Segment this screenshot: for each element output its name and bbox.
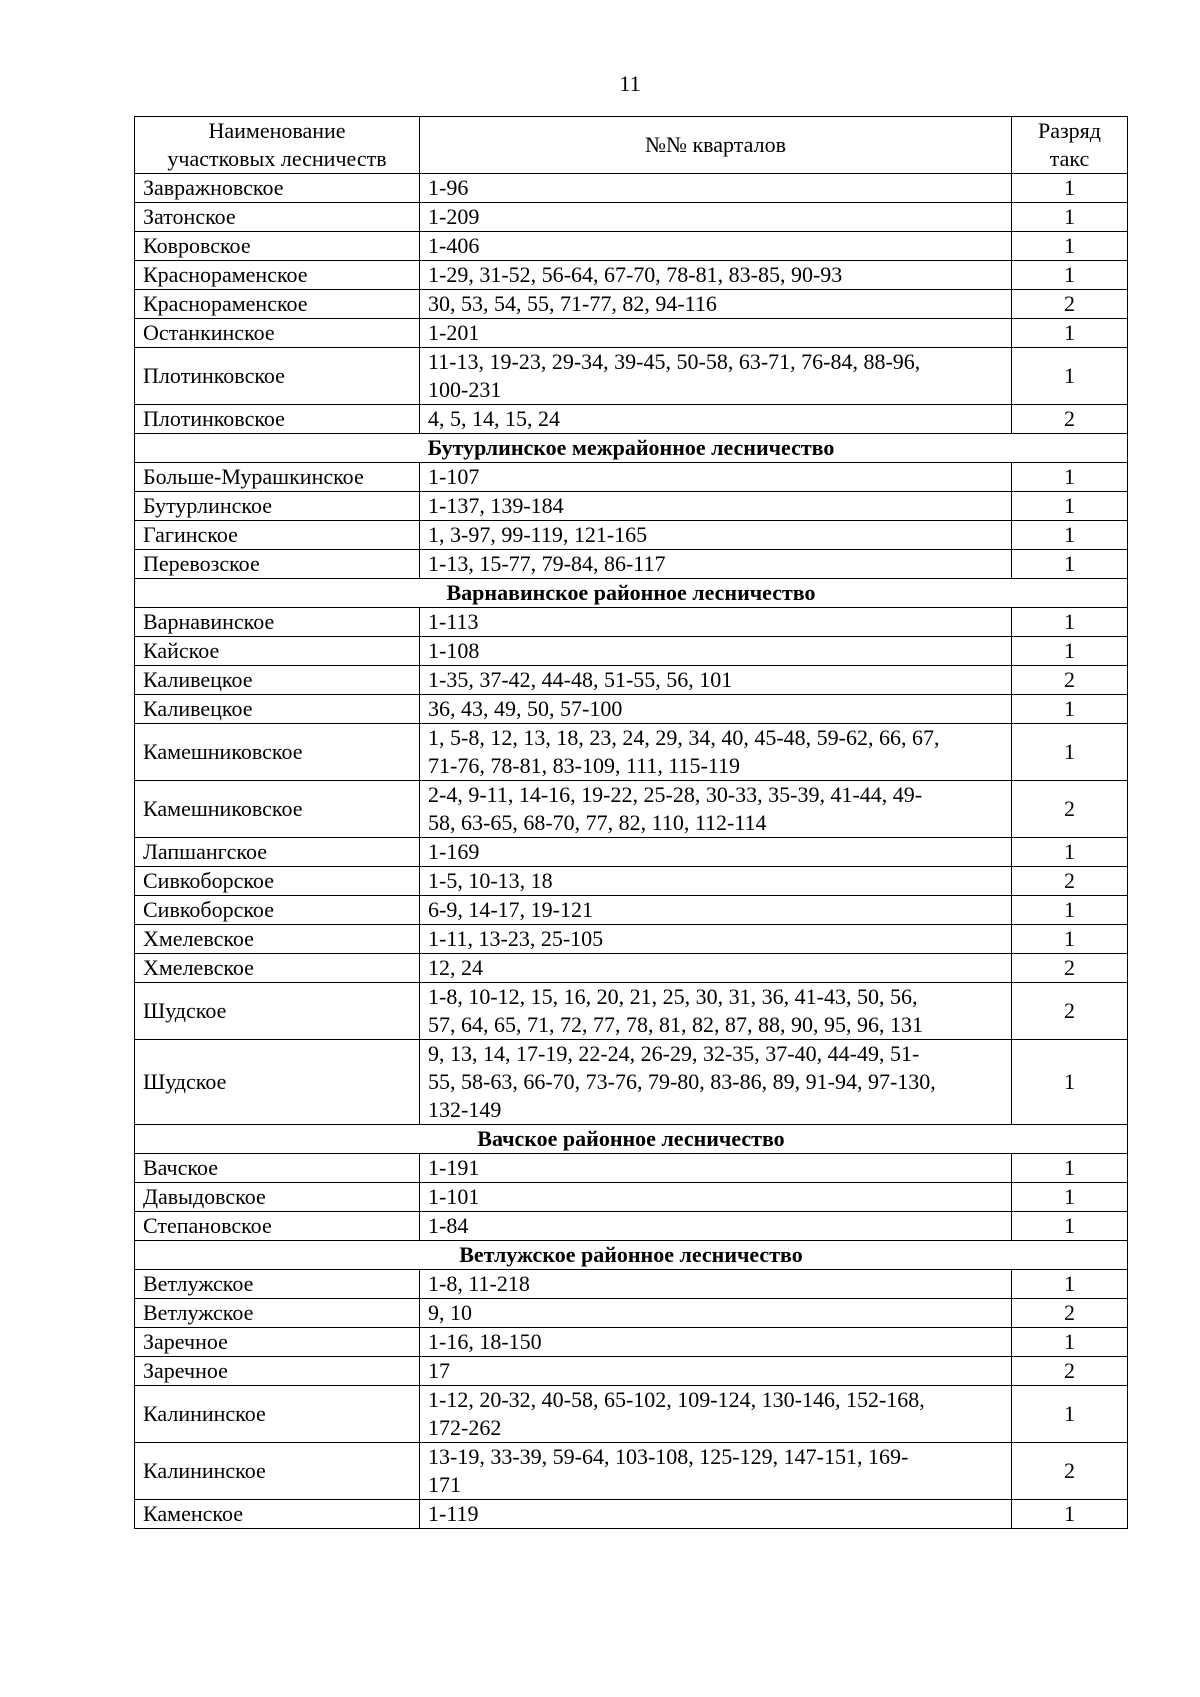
rank-cell: 1 <box>1012 838 1128 867</box>
quarters-line: 1-11, 13-23, 25-105 <box>428 926 604 951</box>
quarters-line: 4, 5, 14, 15, 24 <box>428 406 560 431</box>
table-row <box>135 1040 1128 1125</box>
quarters-line: 58, 63-65, 68-70, 77, 82, 110, 112-114 <box>428 810 767 835</box>
table-row <box>135 1270 1128 1299</box>
rank-cell: 1 <box>1012 1183 1128 1212</box>
section-title: Бутурлинское межрайонное лесничество <box>135 434 1128 463</box>
header-name <box>135 117 420 174</box>
forestry-name: Давыдовское <box>135 1183 420 1212</box>
table-row <box>135 724 1128 781</box>
quarters-cell <box>420 521 1012 550</box>
forestry-name: Гагинское <box>135 521 420 550</box>
rank-cell: 2 <box>1012 983 1128 1040</box>
forestry-name: Затонское <box>135 203 420 232</box>
quarters-cell <box>420 838 1012 867</box>
forestry-name: Каливецкое <box>135 695 420 724</box>
quarters-line: 171 <box>428 1472 461 1497</box>
header-name-line1: Наименование <box>208 118 346 143</box>
quarters-cell <box>420 983 1012 1040</box>
quarters-line: 17 <box>428 1358 450 1383</box>
table-row <box>135 1154 1128 1183</box>
rank-cell: 1 <box>1012 637 1128 666</box>
quarters-line: 1-84 <box>428 1213 469 1238</box>
rank-cell: 1 <box>1012 521 1128 550</box>
quarters-cell <box>420 1212 1012 1241</box>
quarters-cell <box>420 1386 1012 1443</box>
quarters-line: 1-13, 15-77, 79-84, 86-117 <box>428 551 666 576</box>
quarters-cell <box>420 232 1012 261</box>
forestry-name: Каменское <box>135 1500 420 1529</box>
quarters-line: 71-76, 78-81, 83-109, 111, 115-119 <box>428 753 741 778</box>
forestry-name: Кайское <box>135 637 420 666</box>
rank-cell: 1 <box>1012 724 1128 781</box>
rank-cell: 1 <box>1012 1328 1128 1357</box>
quarters-line: 1-5, 10-13, 18 <box>428 868 553 893</box>
rank-cell: 1 <box>1012 1212 1128 1241</box>
page-number: 11 <box>619 71 641 96</box>
table-row <box>135 261 1128 290</box>
rank-cell: 2 <box>1012 1357 1128 1386</box>
forestry-name: Калининское <box>135 1443 420 1500</box>
table-row <box>135 232 1128 261</box>
quarters-line: 1-35, 37-42, 44-48, 51-55, 56, 101 <box>428 667 733 692</box>
quarters-line: 1-201 <box>428 320 480 345</box>
forestry-name: Калининское <box>135 1386 420 1443</box>
table-row <box>135 896 1128 925</box>
quarters-line: 1-8, 10-12, 15, 16, 20, 21, 25, 30, 31, 36, 41-43, 50, 56, <box>428 984 918 1009</box>
quarters-line: 55, 58-63, 66-70, 73-76, 79-80, 83-86, 89, 91-94, 97-130, <box>428 1069 936 1094</box>
forestry-name: Шудское <box>135 983 420 1040</box>
quarters-line: 6-9, 14-17, 19-121 <box>428 897 593 922</box>
table-row <box>135 838 1128 867</box>
rank-cell: 2 <box>1012 781 1128 838</box>
rank-cell: 2 <box>1012 666 1128 695</box>
forestry-name: Варнавинское <box>135 608 420 637</box>
section-title: Вачское районное лесничество <box>135 1125 1128 1154</box>
quarters-cell <box>420 463 1012 492</box>
quarters-line: 1-108 <box>428 638 480 663</box>
quarters-cell <box>420 724 1012 781</box>
forestry-name: Завражновское <box>135 174 420 203</box>
rank-cell: 1 <box>1012 925 1128 954</box>
quarters-line: 36, 43, 49, 50, 57-100 <box>428 696 623 721</box>
quarters-line: 9, 10 <box>428 1300 472 1325</box>
quarters-cell <box>420 1299 1012 1328</box>
quarters-cell <box>420 896 1012 925</box>
rank-cell: 2 <box>1012 867 1128 896</box>
table-row <box>135 1183 1128 1212</box>
quarters-cell <box>420 666 1012 695</box>
quarters-line: 1-113 <box>428 609 479 634</box>
quarters-cell <box>420 1357 1012 1386</box>
rank-cell: 1 <box>1012 608 1128 637</box>
quarters-line: 1-101 <box>428 1184 480 1209</box>
table-row <box>135 319 1128 348</box>
quarters-cell <box>420 290 1012 319</box>
table-row <box>135 781 1128 838</box>
rank-cell: 1 <box>1012 1500 1128 1529</box>
table-row <box>135 521 1128 550</box>
forestry-name: Бутурлинское <box>135 492 420 521</box>
quarters-cell <box>420 319 1012 348</box>
quarters-line: 1-12, 20-32, 40-58, 65-102, 109-124, 130-146, 152-168, <box>428 1387 925 1412</box>
table-row <box>135 174 1128 203</box>
quarters-line: 1-191 <box>428 1155 480 1180</box>
table-row <box>135 608 1128 637</box>
forestry-name: Камешниковское <box>135 781 420 838</box>
table-row <box>135 1357 1128 1386</box>
rank-cell: 1 <box>1012 1154 1128 1183</box>
table-row <box>135 1299 1128 1328</box>
quarters-line: 2-4, 9-11, 14-16, 19-22, 25-28, 30-33, 35-39, 41-44, 49- <box>428 782 923 807</box>
table-row <box>135 666 1128 695</box>
quarters-cell <box>420 781 1012 838</box>
quarters-line: 1-96 <box>428 175 469 200</box>
header-rank-line2: такс <box>1049 146 1090 171</box>
quarters-line: 57, 64, 65, 71, 72, 77, 78, 81, 82, 87, 88, 90, 95, 96, 131 <box>428 1012 923 1037</box>
forestry-name: Заречное <box>135 1357 420 1386</box>
table-row <box>135 405 1128 434</box>
forestry-name: Краснораменское <box>135 261 420 290</box>
forestry-name: Шудское <box>135 1040 420 1125</box>
header-rank <box>1012 117 1128 174</box>
rank-cell: 1 <box>1012 896 1128 925</box>
table-row <box>135 348 1128 405</box>
table-row <box>135 1386 1128 1443</box>
quarters-line: 12, 24 <box>428 955 483 980</box>
quarters-line: 13-19, 33-39, 59-64, 103-108, 125-129, 147-151, 169- <box>428 1444 909 1469</box>
forestry-name: Перевозское <box>135 550 420 579</box>
section-row <box>135 1125 1128 1154</box>
quarters-line: 1, 3-97, 99-119, 121-165 <box>428 522 648 547</box>
quarters-cell <box>420 405 1012 434</box>
rank-cell: 1 <box>1012 174 1128 203</box>
header-name-line2: участковых лесничеств <box>167 146 387 171</box>
forestry-name: Сивкоборское <box>135 896 420 925</box>
table-body <box>135 174 1128 1529</box>
forestry-name: Ковровское <box>135 232 420 261</box>
forestry-name: Вачское <box>135 1154 420 1183</box>
forestry-name: Ветлужское <box>135 1299 420 1328</box>
table-row <box>135 1212 1128 1241</box>
quarters-cell <box>420 1500 1012 1529</box>
quarters-cell <box>420 1183 1012 1212</box>
quarters-line: 1-107 <box>428 464 480 489</box>
table-row <box>135 463 1128 492</box>
header-quarters: №№ кварталов <box>420 117 1012 174</box>
section-row <box>135 579 1128 608</box>
forestry-name: Хмелевское <box>135 925 420 954</box>
forestry-name: Каливецкое <box>135 666 420 695</box>
quarters-line: 132-149 <box>428 1097 502 1122</box>
table-row <box>135 983 1128 1040</box>
forestry-name: Лапшангское <box>135 838 420 867</box>
rank-cell: 1 <box>1012 492 1128 521</box>
quarters-cell <box>420 492 1012 521</box>
quarters-line: 172-262 <box>428 1415 502 1440</box>
rank-cell: 1 <box>1012 348 1128 405</box>
table-row <box>135 290 1128 319</box>
forestry-name: Камешниковское <box>135 724 420 781</box>
quarters-line: 1, 5-8, 12, 13, 18, 23, 24, 29, 34, 40, 45-48, 59-62, 66, 67, <box>428 725 940 750</box>
quarters-line: 1-29, 31-52, 56-64, 67-70, 78-81, 83-85, 90-93 <box>428 262 843 287</box>
quarters-line: 1-8, 11-218 <box>428 1271 530 1296</box>
table-header-row <box>135 117 1128 174</box>
quarters-line: 100-231 <box>428 377 502 402</box>
forestry-name: Сивкоборское <box>135 867 420 896</box>
rank-cell: 1 <box>1012 463 1128 492</box>
rank-cell: 1 <box>1012 695 1128 724</box>
quarters-line: 30, 53, 54, 55, 71-77, 82, 94-116 <box>428 291 717 316</box>
rank-cell: 1 <box>1012 203 1128 232</box>
quarters-line: 1-406 <box>428 233 480 258</box>
quarters-cell <box>420 203 1012 232</box>
quarters-cell <box>420 261 1012 290</box>
quarters-cell <box>420 1270 1012 1299</box>
table-row <box>135 867 1128 896</box>
rank-cell: 2 <box>1012 290 1128 319</box>
quarters-line: 9, 13, 14, 17-19, 22-24, 26-29, 32-35, 37-40, 44-49, 51- <box>428 1041 920 1066</box>
table-row <box>135 954 1128 983</box>
section-title: Варнавинское районное лесничество <box>135 579 1128 608</box>
forestry-name: Хмелевское <box>135 954 420 983</box>
quarters-cell <box>420 867 1012 896</box>
section-title: Ветлужское районное лесничество <box>135 1241 1128 1270</box>
quarters-line: 1-169 <box>428 839 480 864</box>
quarters-cell <box>420 608 1012 637</box>
forestry-name: Степановское <box>135 1212 420 1241</box>
forestry-name: Краснораменское <box>135 290 420 319</box>
table-row <box>135 492 1128 521</box>
rank-cell: 1 <box>1012 1040 1128 1125</box>
forestry-name: Больше-Мурашкинское <box>135 463 420 492</box>
rank-cell: 2 <box>1012 954 1128 983</box>
quarters-cell <box>420 637 1012 666</box>
quarters-cell <box>420 1040 1012 1125</box>
quarters-line: 1-137, 139-184 <box>428 493 564 518</box>
rank-cell: 1 <box>1012 232 1128 261</box>
forestry-name: Плотинковское <box>135 348 420 405</box>
rank-cell: 1 <box>1012 1386 1128 1443</box>
section-row <box>135 1241 1128 1270</box>
quarters-line: 1-209 <box>428 204 480 229</box>
rank-cell: 1 <box>1012 1270 1128 1299</box>
forestry-name: Плотинковское <box>135 405 420 434</box>
quarters-cell <box>420 1154 1012 1183</box>
rank-cell: 1 <box>1012 550 1128 579</box>
rank-cell: 2 <box>1012 1443 1128 1500</box>
table-row <box>135 637 1128 666</box>
section-row <box>135 434 1128 463</box>
table-row <box>135 925 1128 954</box>
quarters-line: 1-119 <box>428 1501 479 1526</box>
quarters-cell <box>420 348 1012 405</box>
quarters-cell <box>420 1328 1012 1357</box>
quarters-cell <box>420 550 1012 579</box>
table-row <box>135 203 1128 232</box>
rank-cell: 1 <box>1012 261 1128 290</box>
forestry-name: Останкинское <box>135 319 420 348</box>
forestry-name: Ветлужское <box>135 1270 420 1299</box>
forestry-table <box>134 116 1128 1529</box>
table-row <box>135 1500 1128 1529</box>
rank-cell: 2 <box>1012 1299 1128 1328</box>
table-row <box>135 695 1128 724</box>
quarters-cell <box>420 954 1012 983</box>
quarters-line: 1-16, 18-150 <box>428 1329 542 1354</box>
quarters-cell <box>420 174 1012 203</box>
quarters-cell <box>420 1443 1012 1500</box>
quarters-cell <box>420 925 1012 954</box>
rank-cell: 1 <box>1012 319 1128 348</box>
table-row <box>135 1328 1128 1357</box>
quarters-cell <box>420 695 1012 724</box>
rank-cell: 2 <box>1012 405 1128 434</box>
table-row <box>135 550 1128 579</box>
forestry-name: Заречное <box>135 1328 420 1357</box>
header-rank-line1: Разряд <box>1037 118 1101 143</box>
quarters-line: 11-13, 19-23, 29-34, 39-45, 50-58, 63-71, 76-84, 88-96, <box>428 349 921 374</box>
table-row <box>135 1443 1128 1500</box>
